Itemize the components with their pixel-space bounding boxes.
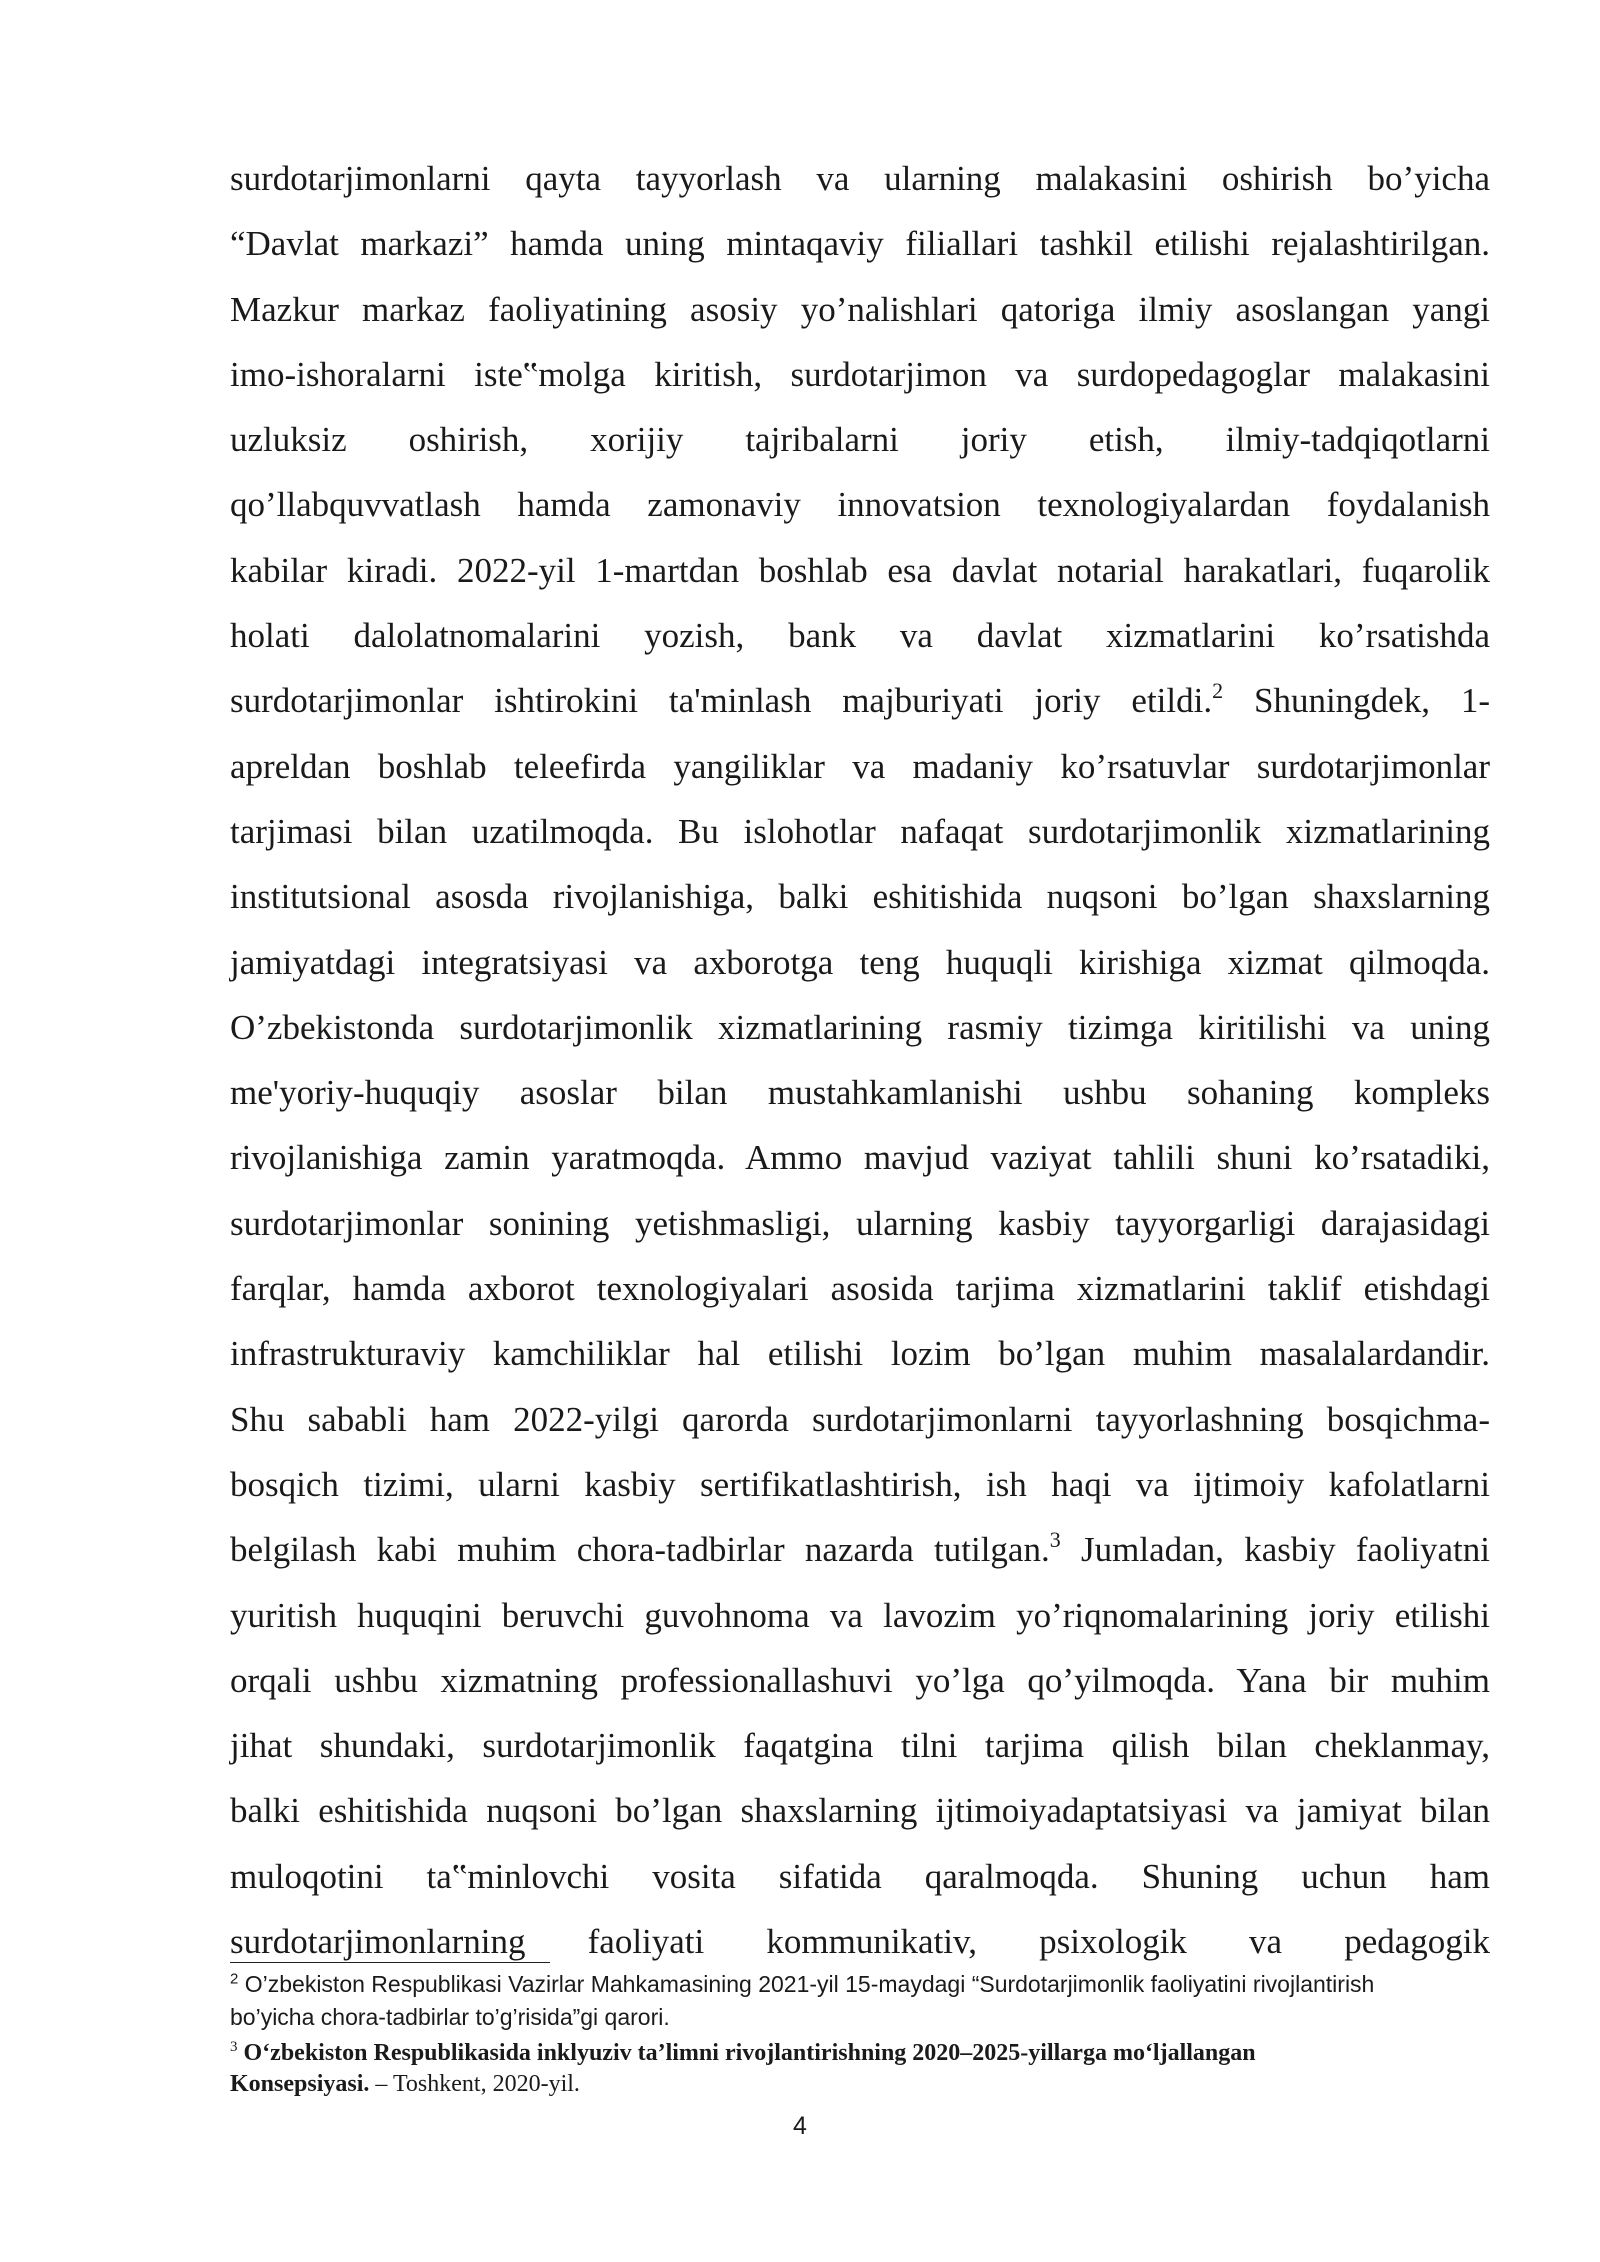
text-line: qo’llabquvvatlash hamda zamonaviy innovatsion texnologiyalardan foydalanish	[230, 485, 1490, 525]
text-line: jihat shundaki, surdotarjimonlik faqatgina tilni tarjima qilish bilan cheklanmay,	[230, 1726, 1490, 1766]
footnote-2	[230, 1968, 1490, 2034]
text-line: O’zbekistonda surdotarjimonlik xizmatlarining rasmiy tizimga kiritilishi va uning	[230, 1007, 1490, 1047]
text-line: uzluksiz oshirish, xorijiy tajribalarni joriy etish, ilmiy-tadqiqotlarni	[230, 420, 1490, 460]
text-line: yuritish huquqini beruvchi guvohnoma va lavozim yo’riqnomalarining joriy etilishi	[230, 1595, 1490, 1635]
text-line: muloqotini ta‟minlovchi vosita sifatida qaralmoqda. Shuning uchun ham	[230, 1856, 1490, 1896]
footnote-title: O‘zbekiston Respublikasida inklyuziv ta’limni rivojlantirishning 2020–2025-yillarga mo‘ljallangan	[243, 2040, 1256, 2066]
text-line: me'yoriy-huquqiy asoslar bilan mustahkamlanishi ushbu sohaning kompleks	[230, 1073, 1490, 1113]
text-line: tarjimasi bilan uzatilmoqda. Bu islohotlar nafaqat surdotarjimonlik xizmatlarining	[230, 811, 1490, 851]
text-line: rivojlanishiga zamin yaratmoqda. Ammo mavjud vaziyat tahlili shuni ko’rsatadiki,	[230, 1138, 1490, 1178]
text-segment: Jumladan, kasbiy faoliyatni	[1060, 1530, 1491, 1570]
footnote-text: O’zbekiston Respublikasi Vazirlar Mahkamasining 2021-yil 15-maydagi “Surdotarjimonlik faoliyatini rivojlantirish	[244, 1971, 1375, 1997]
footnote-text: – Toshkent, 2020-yil.	[369, 2071, 580, 2097]
text-line: orqali ushbu xizmatning professionallashuvi yo’lga qo’yilmoqda. Yana bir muhim	[230, 1660, 1490, 1700]
footnotes	[230, 1968, 1490, 2100]
text-line: surdotarjimonlarni qayta tayyorlash va ularning malakasini oshirish bo’yicha	[230, 159, 1490, 198]
text-segment: surdotarjimonlar ishtirokini ta'minlash majburiyati joriy etildi.	[230, 681, 1213, 721]
text-line: infrastrukturaviy kamchiliklar hal etilishi lozim bo’lgan muhim masalalardandir.	[230, 1334, 1490, 1374]
text-line: “Davlat markazi” hamda uning mintaqaviy filiallari tashkil etilishi rejalashtirilgan.	[230, 224, 1490, 264]
text-segment: belgilash kabi muhim chora-tadbirlar nazarda tutilgan.	[230, 1530, 1050, 1570]
text-line-with-footnote	[230, 1517, 1490, 1582]
footnote-3	[230, 2038, 1490, 2100]
text-line: imo-ishoralarni iste‟molga kiritish, surdotarjimon va surdopedagoglar malakasini	[230, 354, 1490, 394]
text-line: institutsional asosda rivojlanishiga, balki eshitishida nuqsoni bo’lgan shaxslarning	[230, 877, 1490, 917]
footnote-separator	[230, 1962, 550, 1963]
footnote-text: bo’yicha chora-tadbirlar to’g’risida”gi qarori.	[230, 2004, 670, 2030]
text-line: apreldan boshlab teleefirda yangiliklar va madaniy ko’rsatuvlar surdotarjimonlar	[230, 746, 1490, 786]
text-line: kabilar kiradi. 2022-yil 1-martdan boshlab esa davlat notarial harakatlari, fuqarolik	[230, 550, 1490, 590]
text-line: holati dalolatnomalarini yozish, bank va davlat xizmatlarini ko’rsatishda	[230, 616, 1490, 656]
footnote-ref-3[interactable]: 3	[1049, 1526, 1061, 1552]
page-number: 4	[793, 2112, 807, 2140]
footnote-ref-2[interactable]: 2	[1212, 677, 1224, 703]
text-segment: Shuningdek, 1-	[1223, 681, 1490, 721]
footnote-title: Konsepsiyasi.	[230, 2071, 370, 2097]
text-line: surdotarjimonlarning faoliyati kommunikativ, psixologik va pedagogik	[230, 1922, 1490, 1962]
text-line: Mazkur markaz faoliyatining asosiy yo’nalishlari qatoriga ilmiy asoslangan yangi	[230, 289, 1490, 329]
body-paragraph	[230, 146, 1490, 1974]
text-line: jamiyatdagi integratsiyasi va axborotga teng huquqli kirishiga xizmat qilmoqda.	[230, 942, 1490, 982]
text-line-with-footnote	[230, 668, 1490, 733]
text-line: surdotarjimonlar sonining yetishmasligi, ularning kasbiy tayyorgarligi darajasidagi	[230, 1203, 1490, 1243]
footnote-number: 2	[230, 1970, 239, 1988]
text-line: bosqich tizimi, ularni kasbiy sertifikatlashtirish, ish haqi va ijtimoiy kafolatlarni	[230, 1464, 1490, 1504]
footnote-number: 3	[230, 2039, 238, 2055]
text-line: Shu sababli ham 2022-yilgi qarorda surdotarjimonlarni tayyorlashning bosqichma-	[230, 1399, 1490, 1439]
text-line: farqlar, hamda axborot texnologiyalari asosida tarjima xizmatlarini taklif etishdagi	[230, 1269, 1490, 1309]
text-line: balki eshitishida nuqsoni bo’lgan shaxslarning ijtimoiyadaptatsiyasi va jamiyat bilan	[230, 1791, 1490, 1831]
